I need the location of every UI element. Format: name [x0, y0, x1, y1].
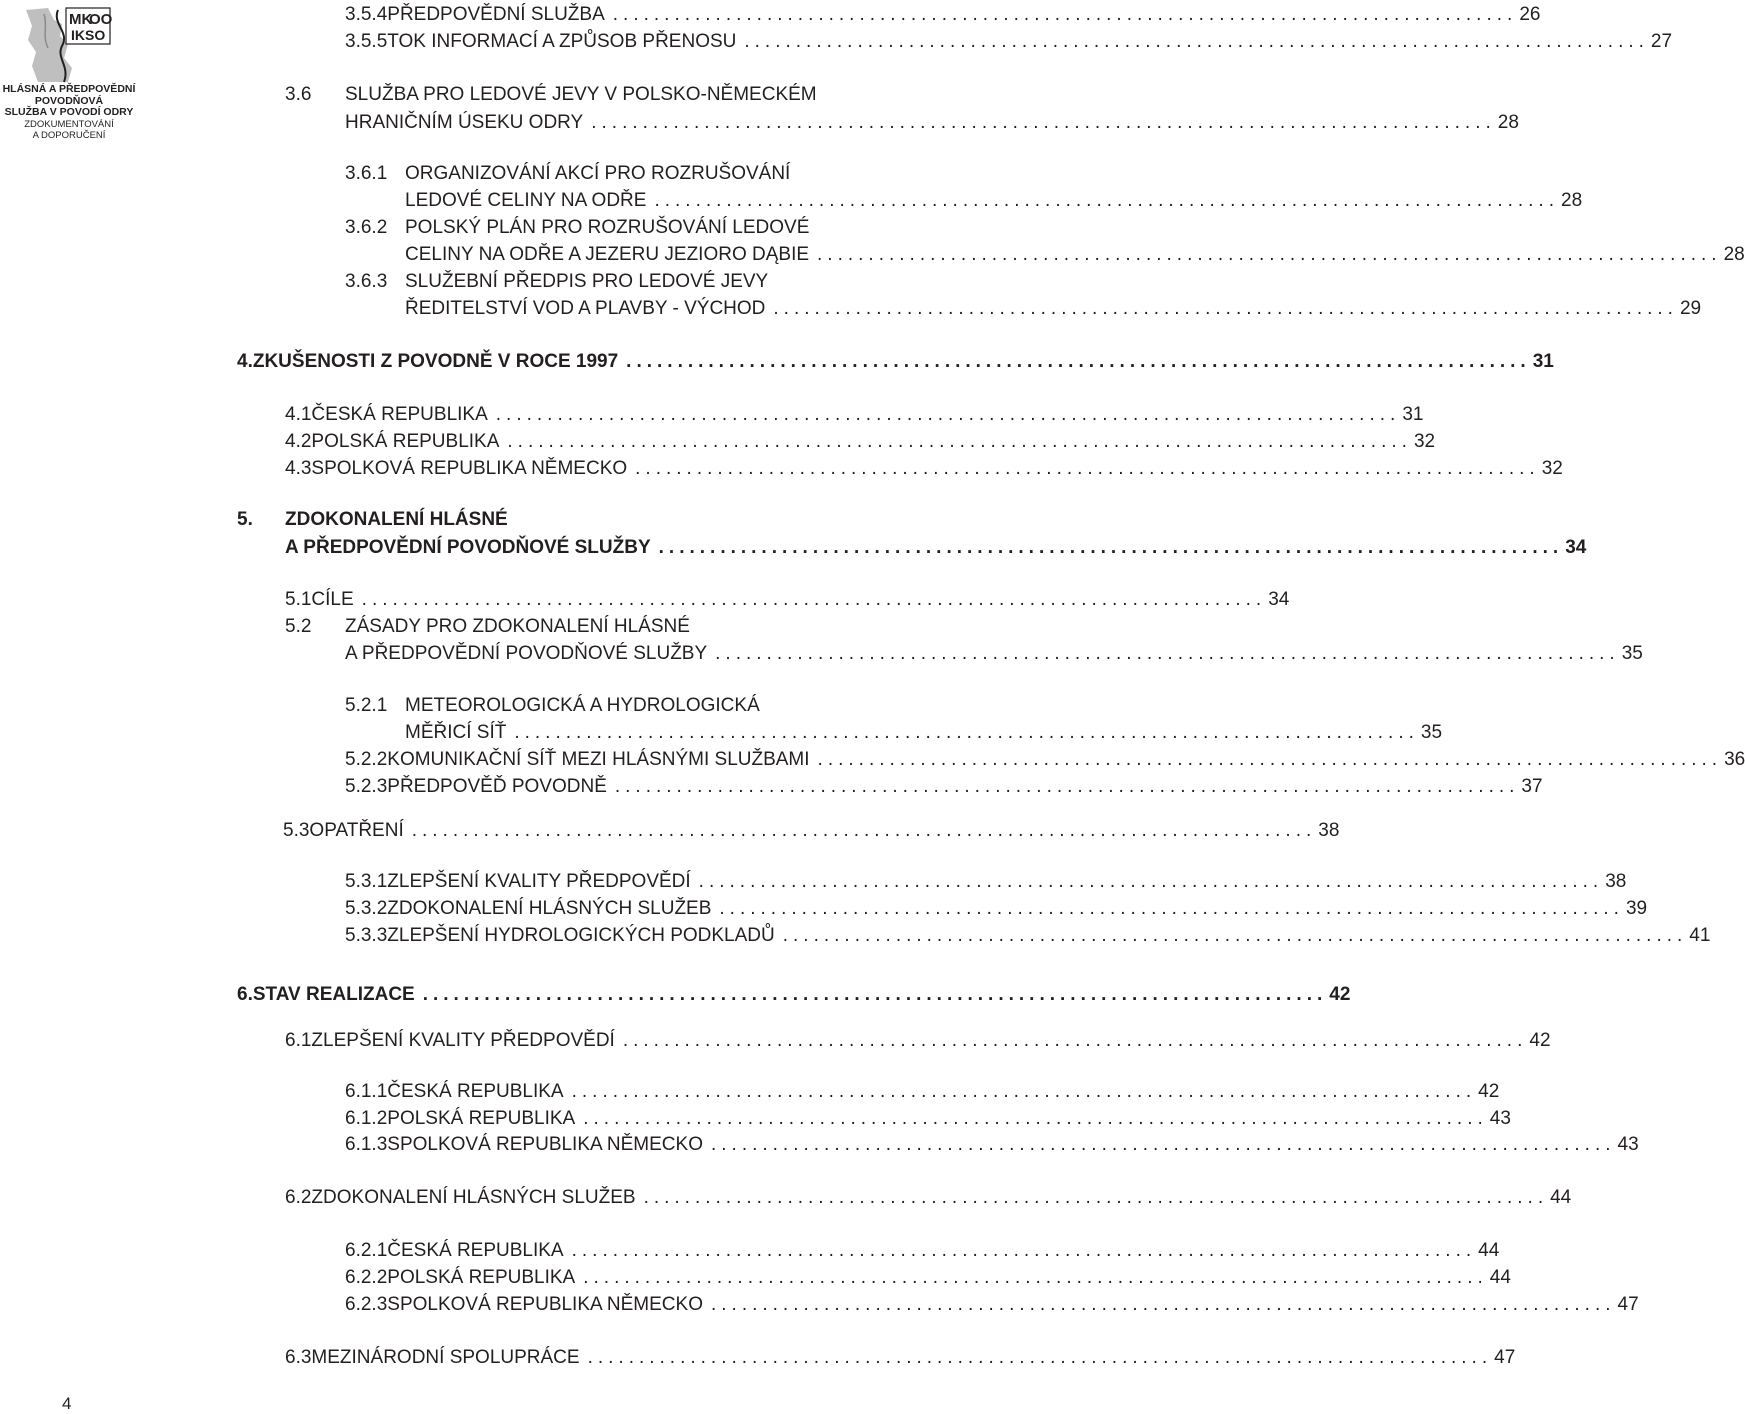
- toc-number: 6.1.3: [345, 1134, 388, 1155]
- toc-page: 47: [1617, 1294, 1639, 1315]
- toc-entry-6[interactable]: [237, 984, 1351, 1006]
- toc-entry-5-2[interactable]: [285, 616, 956, 638]
- toc-title: ORGANIZOVÁNÍ AKCÍ PRO ROZRUŠOVÁNÍ: [405, 163, 791, 184]
- toc-title: LEDOVÉ CELINY NA ODŘE: [405, 190, 647, 211]
- toc-page: 31: [1402, 404, 1424, 425]
- toc-number: 6.2.1: [345, 1240, 388, 1261]
- toc-leader: ........................................................................................: [817, 749, 1723, 770]
- toc-number: 6.2.2: [345, 1267, 388, 1288]
- toc-title: POLSKÁ REPUBLIKA: [387, 1267, 576, 1288]
- toc-title: ČESKÁ REPUBLIKA: [311, 404, 488, 425]
- toc-number: 3.6: [285, 84, 312, 105]
- toc-entry-3-6-3-cont[interactable]: [405, 298, 1702, 320]
- toc-page: 44: [1489, 1267, 1511, 1288]
- toc-leader: ........................................................................................: [817, 244, 1722, 265]
- toc-page: 34: [1268, 589, 1290, 610]
- toc-entry-6-2-3[interactable]: [345, 1294, 1639, 1316]
- toc-title: MEZINÁRODNÍ SPOLUPRÁCE: [311, 1347, 580, 1368]
- toc-number: 6.: [237, 984, 253, 1005]
- toc-leader: ........................................................................................: [626, 351, 1531, 372]
- toc-page: 35: [1621, 643, 1643, 664]
- toc-title: STAV REALIZACE: [252, 984, 415, 1005]
- toc-title: ZLEPŠENÍ KVALITY PŘEDPOVĚDÍ: [311, 1030, 615, 1051]
- toc-title: ČESKÁ REPUBLIKA: [387, 1081, 564, 1102]
- toc-page: 38: [1318, 820, 1340, 841]
- toc-entry-4-2[interactable]: [285, 431, 1436, 453]
- toc-page: 41: [1689, 925, 1711, 946]
- toc-entry-6-2[interactable]: [285, 1187, 1572, 1209]
- toc-title: ZÁSADY PRO ZDOKONALENÍ HLÁSNÉ: [345, 616, 690, 637]
- toc-page: 28: [1723, 244, 1745, 265]
- toc-title: ČESKÁ REPUBLIKA: [387, 1240, 564, 1261]
- toc-title: ZLEPŠENÍ KVALITY PŘEDPOVĚDÍ: [387, 871, 691, 892]
- toc-entry-5-1[interactable]: [285, 589, 1290, 611]
- toc-number: 6.3: [285, 1347, 312, 1368]
- toc-title: CELINY NA ODŘE A JEZERU JEZIORO DĄBIE: [405, 244, 810, 265]
- toc-entry-3-6-2[interactable]: [345, 217, 956, 239]
- toc-leader: ........................................................................................: [514, 722, 1419, 743]
- toc-number: 5.: [237, 509, 253, 530]
- toc-page: 47: [1494, 1347, 1516, 1368]
- toc-number: 3.5.4: [345, 4, 388, 25]
- toc-page: 42: [1329, 984, 1351, 1005]
- toc-leader: ........................................................................................: [715, 643, 1620, 664]
- toc-entry-5-3-1[interactable]: [345, 871, 1627, 893]
- toc-entry-3-6[interactable]: [285, 84, 956, 106]
- toc-number: 4.1: [285, 404, 312, 425]
- toc-page: 32: [1413, 431, 1436, 452]
- toc-leader: ........................................................................................: [643, 1187, 1549, 1208]
- toc-title: METEOROLOGICKÁ A HYDROLOGICKÁ: [405, 695, 760, 716]
- toc-page: 31: [1532, 351, 1554, 372]
- toc-entry-5-2-cont[interactable]: [345, 643, 1643, 665]
- toc-number: 5.3.1: [345, 871, 388, 892]
- toc-number: 5.2.3: [345, 776, 388, 797]
- toc-leader: ........................................................................................: [773, 298, 1678, 319]
- toc-page: 38: [1605, 871, 1627, 892]
- toc-leader: ........................................................................................: [495, 404, 1401, 425]
- toc-page: 35: [1420, 722, 1443, 743]
- toc-entry-3-5-4[interactable]: [345, 4, 1541, 26]
- toc-title: POLSKÁ REPUBLIKA: [387, 1108, 576, 1129]
- toc-entry-6-1-3[interactable]: [345, 1134, 1639, 1156]
- toc-number: 4.3: [285, 458, 312, 479]
- toc-page: 39: [1625, 898, 1648, 919]
- toc-page: 29: [1679, 298, 1702, 319]
- toc-number: 3.5.5: [345, 31, 388, 52]
- toc-title: SPOLKOVÁ REPUBLIKA NĚMECKO: [387, 1294, 703, 1315]
- toc-title: ZKUŠENOSTI Z POVODNĚ V ROCE 1997: [252, 351, 619, 372]
- caption-line-2: POVODŇOVÁ: [34, 94, 104, 107]
- toc-entry-3-6-3[interactable]: [345, 271, 956, 293]
- logo-text-oo: OO: [89, 11, 113, 28]
- toc-entry-3-6-2-cont[interactable]: [405, 244, 1745, 266]
- page-number: 4: [62, 1394, 72, 1413]
- toc-title: SPOLKOVÁ REPUBLIKA NĚMECKO: [311, 458, 628, 479]
- toc-leader: ........................................................................................: [571, 1240, 1477, 1261]
- toc-leader: ........................................................................................: [622, 1030, 1528, 1051]
- toc-entry-6-1-1[interactable]: [345, 1081, 1500, 1103]
- toc-leader: ........................................................................................: [422, 984, 1328, 1005]
- toc-leader: ........................................................................................: [782, 925, 1688, 946]
- toc-title: ZLEPŠENÍ HYDROLOGICKÝCH PODKLADŮ: [387, 925, 775, 946]
- toc-number: 6.2.3: [345, 1294, 388, 1315]
- logo-text-mk: MK: [69, 11, 93, 28]
- toc-page: 27: [1650, 31, 1673, 52]
- toc-number: 3.6.1: [345, 163, 388, 184]
- toc-number: 5.2.2: [345, 749, 388, 770]
- toc-title: POLSKÁ REPUBLIKA: [311, 431, 500, 452]
- toc-entry-3-6-1[interactable]: [345, 163, 956, 185]
- toc-entry-5-2-1[interactable]: [345, 695, 956, 717]
- toc-title: SLUŽBA PRO LEDOVÉ JEVY V POLSKO-NĚMECKÉM: [345, 84, 817, 105]
- toc-entry-5-2-2[interactable]: [345, 749, 1745, 771]
- toc-leader: ........................................................................................: [361, 589, 1267, 610]
- toc-number: 4.2: [285, 431, 312, 452]
- toc-entry-3-6-cont[interactable]: [345, 112, 1519, 134]
- toc-leader: ........................................................................................: [710, 1294, 1616, 1315]
- toc-leader: ........................................................................................: [587, 1347, 1493, 1368]
- toc-entry-6-2-1[interactable]: [345, 1240, 1500, 1262]
- toc-page: 34: [1565, 537, 1587, 558]
- toc-number: 4.: [237, 351, 253, 372]
- toc-entry-5-2-1-cont[interactable]: [405, 722, 1443, 744]
- caption-line-4: ZDOKUMENTOVÁNÍ: [24, 118, 114, 130]
- toc-entry-5-cont[interactable]: [285, 537, 1587, 559]
- toc-page: 36: [1724, 749, 1745, 770]
- toc-number: 5.2: [285, 616, 312, 637]
- toc-title: CÍLE: [311, 589, 354, 610]
- toc-title: HRANIČNÍM ÚSEKU ODRY: [345, 112, 584, 133]
- toc-page: 43: [1489, 1108, 1511, 1129]
- toc-entry-5-3-2[interactable]: [345, 898, 1648, 920]
- toc-entry-4-3[interactable]: [285, 458, 1563, 480]
- toc-title: PŘEDPOVĚDNÍ SLUŽBA: [387, 4, 605, 25]
- caption-line-3: SLUŽBA V POVODÍ ODRY: [4, 106, 134, 118]
- toc-entry-5-3[interactable]: [283, 820, 1340, 842]
- toc-title: MĚŘICÍ SÍŤ: [405, 722, 507, 743]
- toc-title: SPOLKOVÁ REPUBLIKA NĚMECKO: [387, 1134, 703, 1155]
- toc-number: 6.2: [285, 1187, 312, 1208]
- toc-leader: ........................................................................................: [744, 31, 1649, 52]
- toc-page: 28: [1561, 190, 1583, 211]
- toc-page: 26: [1519, 4, 1541, 25]
- toc-leader: ........................................................................................: [591, 112, 1496, 133]
- toc-title: ZDOKONALENÍ HLÁSNÉ: [285, 509, 508, 530]
- toc-title: PŘEDPOVĚĎ POVODNĚ: [387, 776, 607, 797]
- toc-leader: ........................................................................................: [658, 537, 1564, 558]
- toc-entry-3-6-1-cont[interactable]: [405, 190, 1583, 212]
- toc-title: SLUŽEBNÍ PŘEDPIS PRO LEDOVÉ JEVY: [405, 271, 769, 292]
- toc-entry-3-5-5[interactable]: [345, 31, 1673, 53]
- toc-number: 6.1: [285, 1030, 312, 1051]
- toc-title: ZDOKONALENÍ HLÁSNÝCH SLUŽEB: [311, 1187, 636, 1208]
- toc-title: OPATŘENÍ: [309, 820, 404, 841]
- toc-leader: ........................................................................................: [710, 1134, 1616, 1155]
- toc-number: 5.1: [285, 589, 312, 610]
- toc-page: 43: [1617, 1134, 1639, 1155]
- toc-entry-5[interactable]: [237, 509, 956, 531]
- toc-title: ZDOKONALENÍ HLÁSNÝCH SLUŽEB: [387, 898, 712, 919]
- toc-number: 5.3.3: [345, 925, 388, 946]
- toc-page: 32: [1541, 458, 1563, 479]
- toc-title: TOK INFORMACÍ A ZPŮSOB PŘENOSU: [387, 31, 737, 52]
- toc-leader: ........................................................................................: [571, 1081, 1477, 1102]
- caption-line-1: HLÁSNÁ A PŘEDPOVĚDNÍ: [2, 83, 136, 95]
- toc-title: POLSKÝ PLÁN PRO ROZRUŠOVÁNÍ LEDOVÉ: [405, 217, 810, 238]
- toc-page: 44: [1478, 1240, 1500, 1261]
- toc-number: 6.1.1: [345, 1081, 388, 1102]
- toc-page: 44: [1550, 1187, 1572, 1208]
- caption-line-5: A DOPORUČENÍ: [32, 130, 106, 141]
- toc-entry-6-3[interactable]: [285, 1347, 1516, 1369]
- toc-title: A PŘEDPOVĚDNÍ POVODŇOVÉ SLUŽBY: [285, 537, 651, 558]
- toc-leader: ........................................................................................: [583, 1108, 1488, 1129]
- toc-number: 6.1.2: [345, 1108, 388, 1129]
- toc-leader: ........................................................................................: [507, 431, 1412, 452]
- toc-entry-4[interactable]: [237, 351, 1554, 373]
- toc-number: 5.3: [283, 820, 310, 841]
- toc-title: A PŘEDPOVĚDNÍ POVODŇOVÉ SLUŽBY: [345, 643, 708, 664]
- toc-page: 42: [1478, 1081, 1500, 1102]
- toc-leader: ........................................................................................: [698, 871, 1604, 892]
- mkoo-ikso-logo: [18, 6, 114, 84]
- logo-text-ikso: IKSO: [71, 27, 106, 43]
- toc-number: 3.6.3: [345, 271, 388, 292]
- toc-number: 5.2.1: [345, 695, 388, 716]
- toc-leader: ........................................................................................: [635, 458, 1540, 479]
- toc-leader: ........................................................................................: [719, 898, 1624, 919]
- toc-entry-4-1[interactable]: [285, 404, 1424, 426]
- toc-leader: ........................................................................................: [583, 1267, 1488, 1288]
- toc-title: KOMUNIKAČNÍ SÍŤ MEZI HLÁSNÝMI SLUŽBAMI: [387, 749, 810, 770]
- toc-title: ŘEDITELSTVÍ VOD A PLAVBY - VÝCHOD: [405, 298, 766, 319]
- toc-leader: ........................................................................................: [614, 776, 1520, 797]
- toc-page: 42: [1529, 1030, 1551, 1051]
- toc-entry-5-3-3[interactable]: [345, 925, 1711, 947]
- toc-number: 3.6.2: [345, 217, 388, 238]
- toc-number: 5.3.2: [345, 898, 388, 919]
- toc-leader: ........................................................................................: [654, 190, 1559, 211]
- toc-page: 28: [1497, 112, 1519, 133]
- toc-entry-6-2-2[interactable]: [345, 1267, 1511, 1289]
- toc-entry-6-1-2[interactable]: [345, 1108, 1511, 1130]
- document-caption: [0, 84, 138, 142]
- toc-entry-6-1[interactable]: [285, 1030, 1551, 1052]
- toc-entry-5-2-3[interactable]: [345, 776, 1543, 798]
- toc-leader: ........................................................................................: [612, 4, 1518, 25]
- toc-page: 37: [1521, 776, 1543, 797]
- toc-leader: ........................................................................................: [411, 820, 1317, 841]
